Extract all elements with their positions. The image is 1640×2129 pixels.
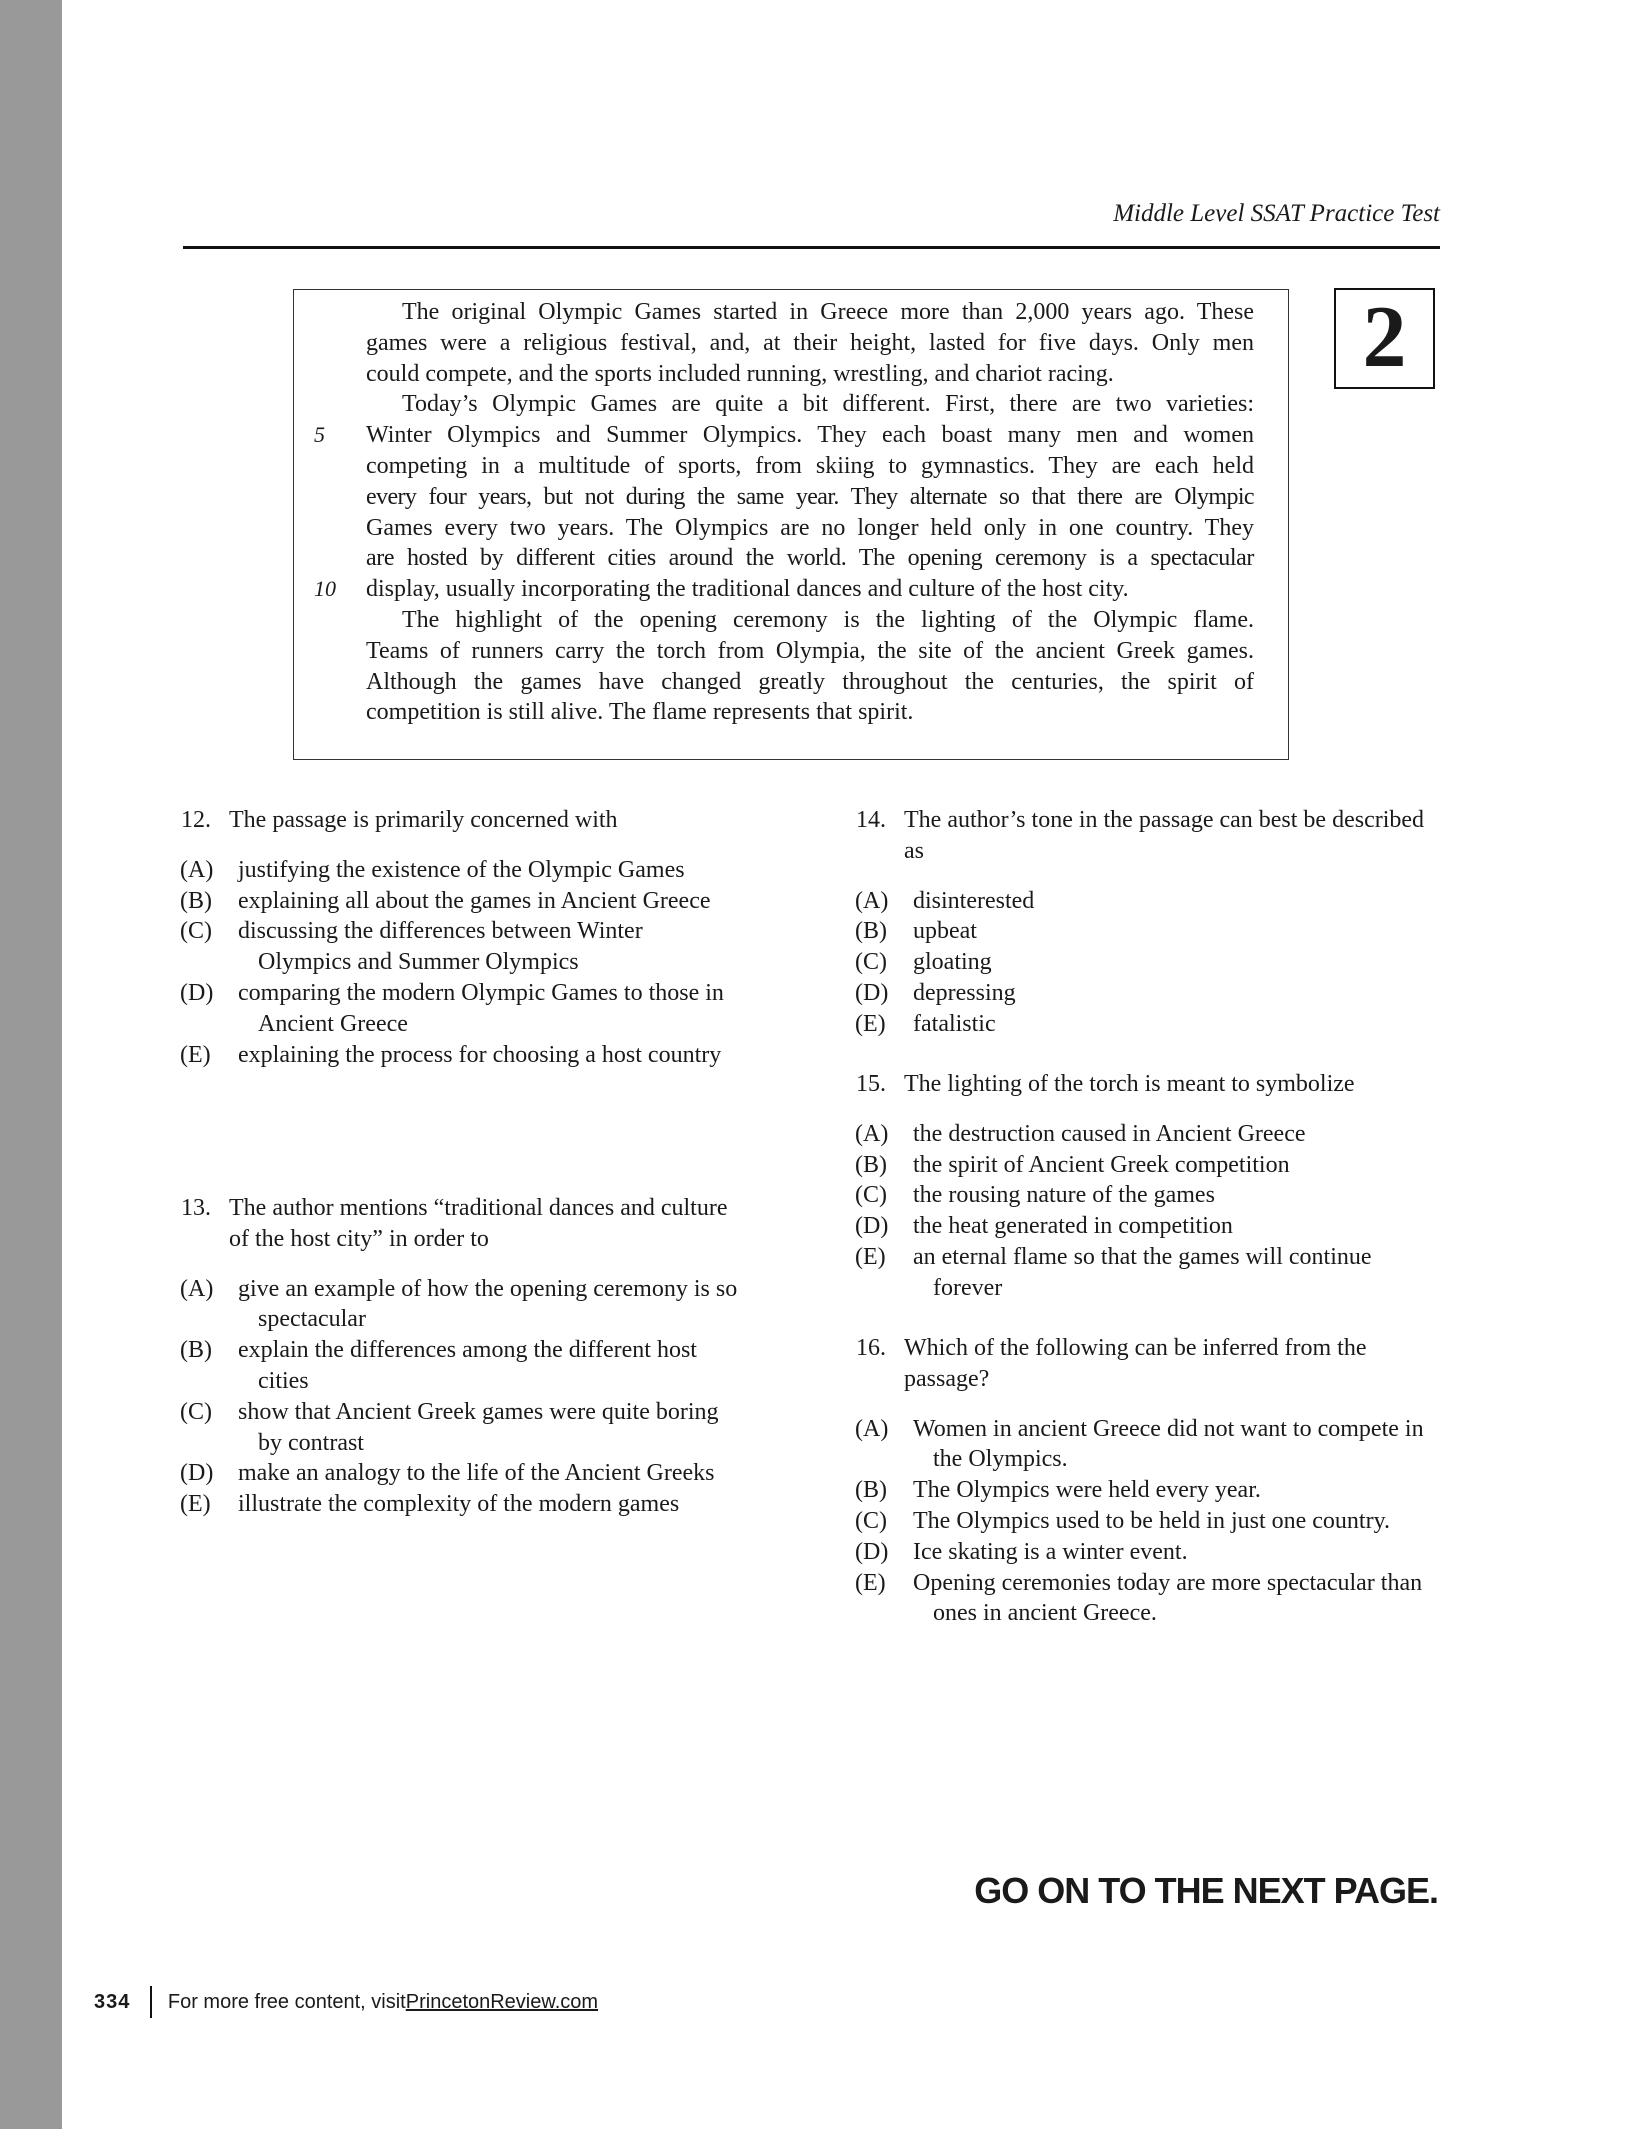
passage-line-text: competition is still alive. The flame represents that spirit. xyxy=(366,699,914,726)
option-label: (D) xyxy=(180,1460,214,1487)
option-text: explaining all about the games in Ancient Greece xyxy=(238,887,711,914)
passage-line-text: Today’s Olympic Games are quite a bit different. First, there are two varieties: xyxy=(402,391,1254,418)
footer-text: For more free content, visit xyxy=(167,1990,406,2013)
passage-line xyxy=(366,605,1254,636)
option-text: the rousing nature of the games xyxy=(913,1182,1215,1209)
answer-options xyxy=(856,1414,1436,1630)
option-text: upbeat xyxy=(913,918,977,945)
page-number: 334 xyxy=(94,1990,131,2013)
option-label: (A) xyxy=(855,887,889,914)
option-text: discussing the differences between Winter Olympics and Summer Olympics xyxy=(238,918,643,976)
answer-option[interactable] xyxy=(856,947,1436,978)
running-header: Middle Level SSAT Practice Test xyxy=(1113,200,1440,227)
passage-line-text: Teams of runners carry the torch from Olympia, the site of the ancient Greek games. xyxy=(366,637,1254,664)
question-stem: The author mentions “traditional dances and culture of the host city” in order to xyxy=(229,1195,728,1252)
option-text: gloating xyxy=(913,949,992,976)
line-number: 10 xyxy=(314,576,336,602)
passage-line-text: could compete, and the sports included running, wrestling, and chariot racing. xyxy=(366,360,1114,387)
option-label: (E) xyxy=(855,1010,886,1037)
passage-line-text: display, usually incorporating the traditional dances and culture of the host city. xyxy=(366,576,1129,603)
question-14 xyxy=(856,805,1436,1040)
question-16 xyxy=(856,1333,1436,1629)
passage-line xyxy=(314,574,1254,605)
option-label: (D) xyxy=(180,979,214,1006)
option-label: (E) xyxy=(180,1041,211,1068)
answer-option[interactable] xyxy=(181,1335,741,1397)
answer-option[interactable] xyxy=(856,1475,1436,1506)
passage-line xyxy=(366,697,1254,728)
option-text: illustrate the complexity of the modern games xyxy=(238,1491,680,1518)
answer-options xyxy=(181,855,741,1071)
answer-options xyxy=(856,1119,1436,1304)
answer-option[interactable] xyxy=(856,886,1436,917)
option-label: (B) xyxy=(855,918,887,945)
option-text: Women in ancient Greece did not want to compete in the Olympics. xyxy=(913,1415,1424,1473)
option-text: an eternal flame so that the games will continue forever xyxy=(913,1243,1372,1301)
passage-line-text: The original Olympic Games started in Greece more than 2,000 years ago. These xyxy=(402,299,1254,325)
answer-option[interactable] xyxy=(856,1180,1436,1211)
option-label: (C) xyxy=(855,1507,887,1534)
answer-option[interactable] xyxy=(181,1489,741,1520)
option-text: depressing xyxy=(913,979,1016,1006)
option-text: explaining the process for choosing a host country xyxy=(238,1041,722,1068)
answer-options xyxy=(181,1274,741,1520)
passage-line xyxy=(366,328,1254,359)
option-label: (D) xyxy=(855,979,889,1006)
answer-option[interactable] xyxy=(856,1009,1436,1040)
question-number: 12. xyxy=(181,807,211,833)
answer-option[interactable] xyxy=(856,1537,1436,1568)
answer-option[interactable] xyxy=(181,916,741,978)
passage-line xyxy=(366,451,1254,482)
option-text: make an analogy to the life of the Ancient Greeks xyxy=(238,1460,715,1487)
question-15 xyxy=(856,1069,1436,1304)
option-label: (C) xyxy=(180,918,212,945)
passage xyxy=(314,297,1254,728)
passage-line xyxy=(366,667,1254,698)
answer-option[interactable] xyxy=(856,978,1436,1009)
option-text: Opening ceremonies today are more spectacular than ones in ancient Greece. xyxy=(913,1569,1423,1627)
question-stem: The lighting of the torch is meant to symbolize xyxy=(904,1071,1355,1097)
princeton-review-link[interactable]: PrincetonReview.com xyxy=(405,1990,599,2013)
passage-line-text: every four years, but not during the same year. They alternate so that there are Olympic xyxy=(366,483,1254,510)
option-text: the destruction caused in Ancient Greece xyxy=(913,1120,1306,1147)
passage-line-text: games were a religious festival, and, at their height, lasted for five days. Only men xyxy=(366,329,1254,356)
passage-line-text: Winter Olympics and Summer Olympics. They each boast many men and women xyxy=(366,422,1254,449)
option-text: the heat generated in competition xyxy=(913,1213,1233,1240)
question-stem: Which of the following can be inferred from the passage? xyxy=(904,1335,1367,1392)
option-label: (C) xyxy=(180,1398,212,1425)
answer-option[interactable] xyxy=(181,978,741,1040)
option-label: (E) xyxy=(180,1491,211,1518)
passage-line xyxy=(314,420,1254,451)
answer-option[interactable] xyxy=(856,916,1436,947)
option-label: (D) xyxy=(855,1538,889,1565)
option-text: comparing the modern Olympic Games to those in Ancient Greece xyxy=(238,979,724,1037)
option-label: (B) xyxy=(180,1337,212,1364)
answer-option[interactable] xyxy=(856,1119,1436,1150)
option-text: show that Ancient Greek games were quite boring by contrast xyxy=(238,1398,719,1456)
answer-option[interactable] xyxy=(181,1458,741,1489)
option-text: The Olympics were held every year. xyxy=(913,1477,1261,1504)
question-stem: The passage is primarily concerned with xyxy=(229,807,618,833)
option-label: (C) xyxy=(855,949,887,976)
option-label: (A) xyxy=(855,1415,889,1442)
option-label: (B) xyxy=(855,1477,887,1504)
option-text: disinterested xyxy=(913,887,1035,914)
passage-line xyxy=(366,297,1254,328)
option-text: the spirit of Ancient Greek competition xyxy=(913,1151,1290,1178)
passage-line-text: competing in a multitude of sports, from skiing to gymnastics. They are each held xyxy=(366,452,1254,479)
answer-option[interactable] xyxy=(856,1506,1436,1537)
answer-option[interactable] xyxy=(856,1242,1436,1304)
passage-line-text: Games every two years. The Olympics are no longer held only in one country. They xyxy=(366,514,1254,541)
question-number: 15. xyxy=(856,1071,886,1097)
passage-line xyxy=(366,389,1254,420)
option-label: (D) xyxy=(855,1213,889,1240)
passage-line xyxy=(366,513,1254,544)
line-number: 5 xyxy=(314,422,325,448)
option-label: (A) xyxy=(855,1120,889,1147)
option-text: fatalistic xyxy=(913,1010,996,1037)
option-text: Ice skating is a winter event. xyxy=(913,1538,1188,1565)
question-number: 13. xyxy=(181,1195,211,1221)
passage-line xyxy=(366,482,1254,513)
answer-option[interactable] xyxy=(181,1274,741,1336)
question-number: 14. xyxy=(856,807,886,833)
answer-option[interactable] xyxy=(856,1568,1436,1630)
answer-option[interactable] xyxy=(856,1414,1436,1476)
section-number: 2 xyxy=(1334,288,1435,389)
option-label: (E) xyxy=(855,1569,886,1596)
question-13 xyxy=(181,1193,741,1520)
answer-option[interactable] xyxy=(856,1211,1436,1242)
answer-option[interactable] xyxy=(181,1040,741,1071)
question-12 xyxy=(181,805,741,1070)
option-text: justifying the existence of the Olympic Games xyxy=(238,856,685,883)
passage-line xyxy=(366,359,1254,390)
option-label: (E) xyxy=(855,1243,886,1270)
go-on-notice: GO ON TO THE NEXT PAGE. xyxy=(974,1870,1438,1911)
option-text: The Olympics used to be held in just one country. xyxy=(913,1507,1391,1534)
passage-line-text: Although the games have changed greatly throughout the centuries, the spirit of xyxy=(366,668,1254,695)
answer-options xyxy=(856,886,1436,1040)
option-text: explain the differences among the different host cities xyxy=(238,1337,697,1394)
question-number: 16. xyxy=(856,1335,886,1361)
question-stem: The author’s tone in the passage can best be described as xyxy=(904,807,1425,864)
passage-line-text: The highlight of the opening ceremony is the lighting of the Olympic flame. xyxy=(402,606,1254,633)
answer-option[interactable] xyxy=(181,1397,741,1459)
passage-line xyxy=(366,636,1254,667)
option-label: (B) xyxy=(855,1151,887,1178)
passage-line xyxy=(366,543,1254,574)
answer-option[interactable] xyxy=(181,855,741,886)
footer-divider xyxy=(150,1986,152,2018)
passage-line-text: are hosted by different cities around the world. The opening ceremony is a spectacular xyxy=(366,545,1254,572)
option-label: (B) xyxy=(180,887,212,914)
footer xyxy=(94,1986,598,2018)
option-label: (C) xyxy=(855,1182,887,1209)
page-edge-bar xyxy=(0,0,62,2129)
answer-option[interactable] xyxy=(856,1150,1436,1181)
option-label: (A) xyxy=(180,856,214,883)
header-rule xyxy=(183,246,1440,249)
option-text: give an example of how the opening ceremony is so spectacular xyxy=(238,1275,738,1333)
answer-option[interactable] xyxy=(181,886,741,917)
option-label: (A) xyxy=(180,1275,214,1302)
